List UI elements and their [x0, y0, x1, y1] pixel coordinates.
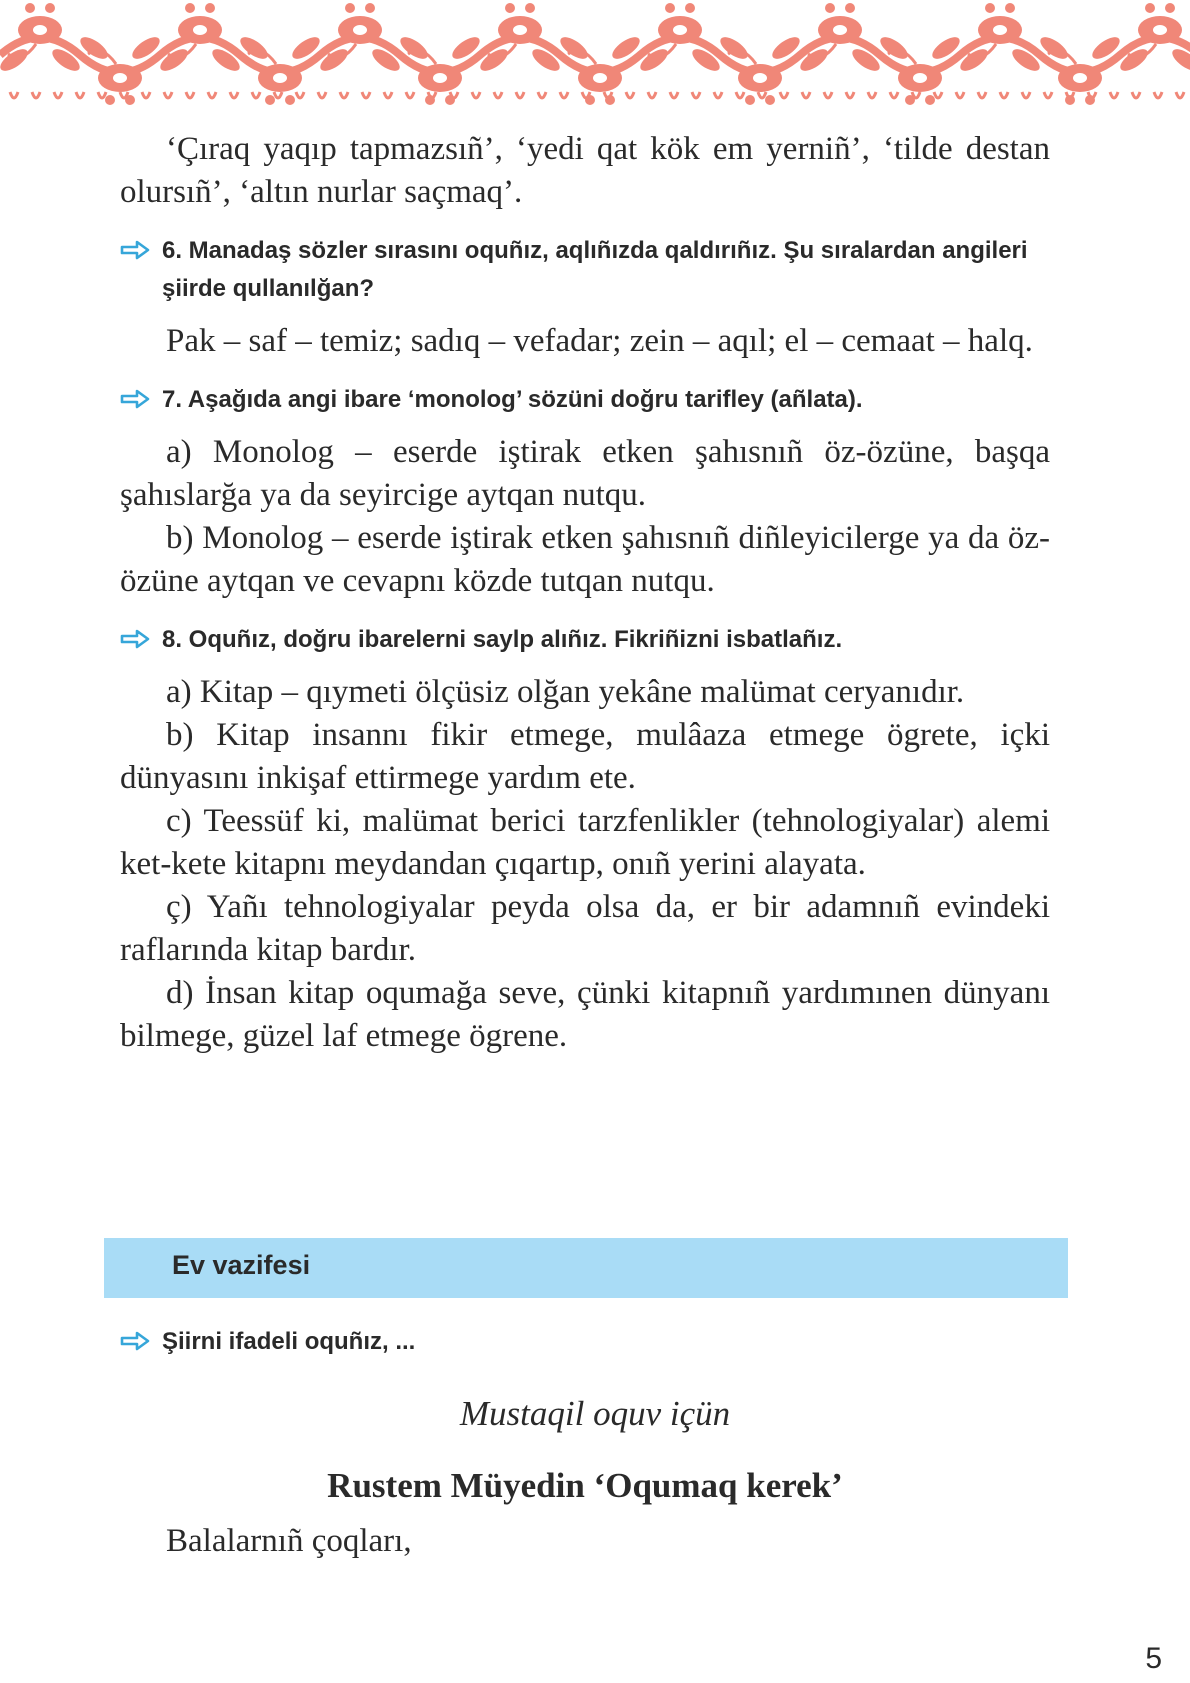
arrow-right-icon [120, 1331, 150, 1351]
task-7-option-a: a) Monolog – eserde iştirak etken şahısnıñ öz-özüne, başqa şahıslarğa ya da seyircige aytqan nutqu. [120, 434, 1050, 513]
homework-heading-bar [104, 1238, 1068, 1298]
task-7-option-b: b) Monolog – eserde iştirak etken şahısnıñ diñleyicilerge ya da öz-özüne aytqan ve cevapnı közde tutqan nutqu. [120, 520, 1050, 599]
arrow-right-icon [120, 389, 150, 409]
homework-task [120, 1323, 1062, 1361]
task-7 [120, 381, 1050, 419]
task-8-option-d: d) İnsan kitap oqumağa seve, çünki kitapnıñ yardımınen dünyanı bilmege, güzel laf etmege ögrene. [120, 975, 1050, 1054]
task-8-option-a: a) Kitap – qıymeti ölçüsiz olğan yekâne malümat ceryanıdır. [166, 674, 965, 710]
task-6-synonyms: Pak – saf – temiz; sadıq – vefadar; zein – aqıl; el – cemaat – halq. [166, 323, 1033, 359]
task-8-option-c-cedilla: ç) Yañı tehnologiyalar peyda olsa da, er bir adamnıñ evindeki raflarında kitap bardır. [120, 889, 1050, 968]
floral-ornament-border [0, 0, 1190, 110]
task-6-title: 6. Manadaş sözler sırasını oquñız, aqlıñızda qaldırıñız. Şu sıralardan angileri şiirde qullanılğan? [162, 237, 1028, 302]
poem-first-line: Balalarnıñ çoqları, [166, 1523, 412, 1559]
self-study-label: Mustaqil oquv içün [459, 1394, 731, 1433]
page-content [120, 128, 1050, 1058]
task-7-title: 7. Aşağıda angi ibare ‘monolog’ sözüni doğru tarifley (añlata). [162, 386, 863, 413]
task-8-option-c: c) Teessüf ki, malümat berici tarzfenlikler (tehnologiyalar) alemi ket-kete kitapnı meydandan çıqartıp, onıñ yerini alayata. [120, 803, 1050, 882]
homework-task-text: Şiirni ifadeli oquñız, ... [162, 1328, 416, 1355]
arrow-right-icon [120, 240, 150, 260]
task-8 [120, 621, 1050, 659]
page-number: 5 [1145, 1642, 1162, 1675]
task-6 [120, 232, 1050, 308]
task-8-option-b: b) Kitap insannı fikir etmege, mulâaza etmege ögrete, içki dünyasını inkişaf ettirmege yardım ete. [120, 717, 1050, 796]
task-8-title: 8. Oquñız, doğru ibarelerni saylp alıñız. Fikriñizni isbatlañız. [162, 626, 843, 653]
poem-title: Rustem Müyedin ‘Oqumaq kerek’ [327, 1466, 843, 1505]
homework-heading: Ev vazifesi [172, 1250, 311, 1280]
intro-paragraph: ‘Çıraq yaqıp tapmazsıñ’, ‘yedi qat kök em yerniñ’, ‘tilde destan olursıñ’, ‘altın nurlar saçmaq’. [120, 131, 1050, 210]
arrow-right-icon [120, 629, 150, 649]
